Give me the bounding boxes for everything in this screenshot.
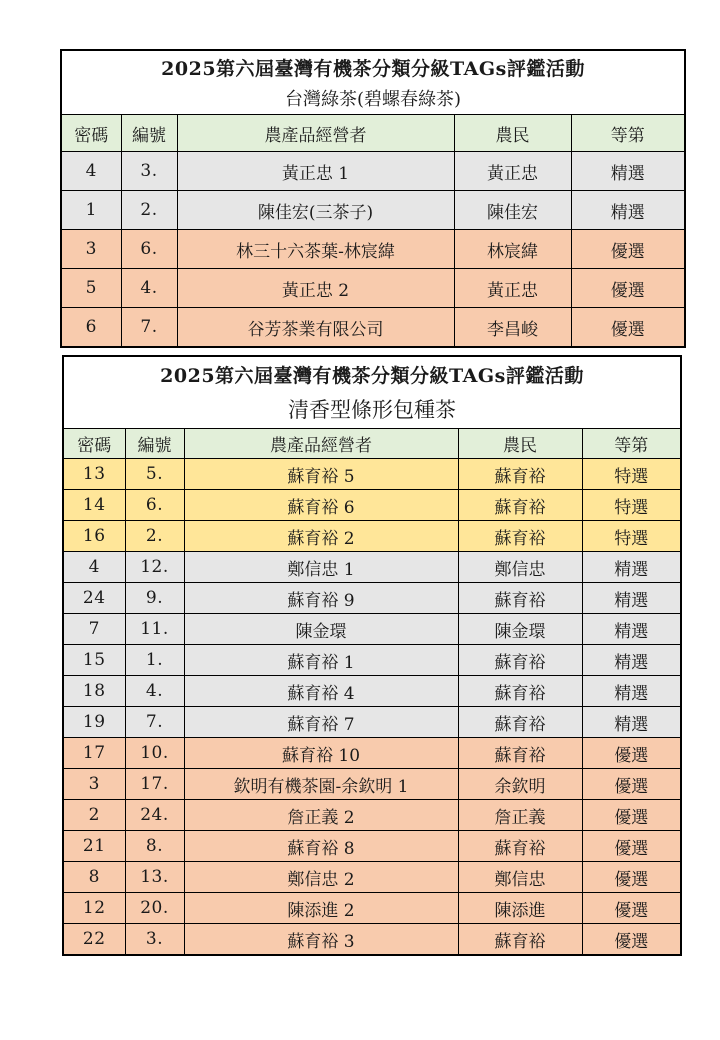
table-row	[64, 831, 680, 862]
cell-number: 11.	[125, 614, 184, 645]
cell-code: 15	[64, 645, 125, 676]
cell-code: 24	[64, 583, 125, 614]
header-farmer: 農民	[454, 115, 571, 152]
table-row	[64, 800, 680, 831]
cell-number: 3.	[121, 152, 177, 191]
cell-farmer: 蘇育裕	[458, 676, 582, 707]
cell-operator: 陳金環	[184, 614, 458, 645]
cell-operator: 鄭信忠 1	[184, 552, 458, 583]
table-title: 2025第六屆臺灣有機茶分類分級TAGs評鑑活動	[161, 58, 585, 80]
cell-grade: 精選	[582, 676, 680, 707]
cell-code: 5	[62, 269, 121, 308]
header-farmer: 農民	[458, 429, 582, 459]
cell-farmer: 蘇育裕	[458, 707, 582, 738]
cell-grade: 精選	[582, 552, 680, 583]
cell-code: 6	[62, 308, 121, 347]
cell-number: 5.	[125, 459, 184, 490]
table-row	[64, 459, 680, 490]
table-row	[64, 738, 680, 769]
table-title-box	[62, 51, 684, 115]
cell-grade: 精選	[582, 707, 680, 738]
cell-code: 12	[64, 893, 125, 924]
cell-number: 7.	[125, 707, 184, 738]
cell-number: 1.	[125, 645, 184, 676]
cell-farmer: 蘇育裕	[458, 924, 582, 955]
header-number: 編號	[125, 429, 184, 459]
cell-code: 19	[64, 707, 125, 738]
cell-farmer: 蘇育裕	[458, 459, 582, 490]
table-row	[62, 230, 684, 269]
header-grade: 等第	[571, 115, 684, 152]
cell-farmer: 蘇育裕	[458, 645, 582, 676]
cell-number: 20.	[125, 893, 184, 924]
cell-operator: 蘇育裕 1	[184, 645, 458, 676]
table-subtitle: 清香型條形包種茶	[288, 398, 456, 422]
cell-grade: 優選	[582, 831, 680, 862]
cell-farmer: 李昌峻	[454, 308, 571, 347]
header-operator: 農產品經營者	[184, 429, 458, 459]
cell-farmer: 余欽明	[458, 769, 582, 800]
cell-code: 17	[64, 738, 125, 769]
results-table-green-tea	[60, 49, 686, 348]
cell-farmer: 蘇育裕	[458, 490, 582, 521]
cell-operator: 欽明有機茶園-余欽明 1	[184, 769, 458, 800]
table-title-box	[64, 357, 680, 429]
cell-operator: 蘇育裕 8	[184, 831, 458, 862]
table-row	[64, 676, 680, 707]
cell-code: 2	[64, 800, 125, 831]
header-number: 編號	[121, 115, 177, 152]
cell-operator: 蘇育裕 3	[184, 924, 458, 955]
cell-operator: 蘇育裕 6	[184, 490, 458, 521]
cell-grade: 優選	[582, 924, 680, 955]
cell-code: 16	[64, 521, 125, 552]
cell-number: 2.	[125, 521, 184, 552]
cell-grade: 精選	[582, 645, 680, 676]
header-grade: 等第	[582, 429, 680, 459]
cell-code: 8	[64, 862, 125, 893]
cell-grade: 特選	[582, 521, 680, 552]
table-row	[64, 893, 680, 924]
cell-code: 7	[64, 614, 125, 645]
cell-operator: 黃正忠 1	[177, 152, 454, 191]
cell-operator: 蘇育裕 5	[184, 459, 458, 490]
cell-number: 6.	[125, 490, 184, 521]
cell-grade: 精選	[571, 152, 684, 191]
cell-grade: 精選	[571, 191, 684, 230]
table-row	[64, 521, 680, 552]
table-row	[64, 862, 680, 893]
cell-operator: 蘇育裕 10	[184, 738, 458, 769]
cell-grade: 優選	[582, 862, 680, 893]
cell-farmer: 陳佳宏	[454, 191, 571, 230]
table-row	[64, 490, 680, 521]
table-row	[64, 707, 680, 738]
table-row	[64, 769, 680, 800]
cell-code: 1	[62, 191, 121, 230]
cell-number: 3.	[125, 924, 184, 955]
cell-operator: 鄭信忠 2	[184, 862, 458, 893]
table-row	[62, 152, 684, 191]
cell-operator: 林三十六茶葉-林宸緯	[177, 230, 454, 269]
cell-grade: 優選	[571, 269, 684, 308]
cell-operator: 蘇育裕 9	[184, 583, 458, 614]
cell-grade: 特選	[582, 459, 680, 490]
cell-farmer: 詹正義	[458, 800, 582, 831]
cell-grade: 優選	[582, 738, 680, 769]
cell-operator: 陳佳宏(三茶子)	[177, 191, 454, 230]
table-row	[64, 552, 680, 583]
cell-operator: 黃正忠 2	[177, 269, 454, 308]
table-subtitle: 台灣綠茶(碧螺春綠茶)	[284, 89, 462, 110]
cell-operator: 谷芳茶業有限公司	[177, 308, 454, 347]
header-code: 密碼	[62, 115, 121, 152]
cell-number: 7.	[121, 308, 177, 347]
table-row	[64, 645, 680, 676]
cell-grade: 優選	[571, 230, 684, 269]
cell-operator: 蘇育裕 7	[184, 707, 458, 738]
cell-number: 4.	[121, 269, 177, 308]
cell-grade: 優選	[571, 308, 684, 347]
cell-code: 13	[64, 459, 125, 490]
cell-grade: 優選	[582, 893, 680, 924]
cell-operator: 詹正義 2	[184, 800, 458, 831]
cell-code: 21	[64, 831, 125, 862]
cell-code: 22	[64, 924, 125, 955]
header-code: 密碼	[64, 429, 125, 459]
header-row	[64, 429, 680, 459]
cell-farmer: 林宸緯	[454, 230, 571, 269]
cell-farmer: 蘇育裕	[458, 521, 582, 552]
cell-code: 4	[64, 552, 125, 583]
cell-farmer: 陳添進	[458, 893, 582, 924]
cell-farmer: 蘇育裕	[458, 583, 582, 614]
cell-farmer: 陳金環	[458, 614, 582, 645]
table-title: 2025第六屆臺灣有機茶分類分級TAGs評鑑活動	[160, 365, 584, 387]
cell-operator: 蘇育裕 4	[184, 676, 458, 707]
results-table-pouchong-tea	[62, 355, 682, 956]
cell-number: 24.	[125, 800, 184, 831]
cell-farmer: 鄭信忠	[458, 862, 582, 893]
cell-number: 4.	[125, 676, 184, 707]
cell-number: 10.	[125, 738, 184, 769]
cell-operator: 陳添進 2	[184, 893, 458, 924]
cell-farmer: 蘇育裕	[458, 738, 582, 769]
cell-number: 12.	[125, 552, 184, 583]
table-row	[64, 924, 680, 955]
cell-grade: 精選	[582, 614, 680, 645]
cell-farmer: 鄭信忠	[458, 552, 582, 583]
table-row	[64, 583, 680, 614]
grading-table	[64, 429, 680, 954]
cell-farmer: 蘇育裕	[458, 831, 582, 862]
table-row	[62, 191, 684, 230]
cell-code: 3	[62, 230, 121, 269]
cell-number: 9.	[125, 583, 184, 614]
cell-grade: 精選	[582, 583, 680, 614]
cell-code: 3	[64, 769, 125, 800]
table-row	[64, 614, 680, 645]
header-operator: 農產品經營者	[177, 115, 454, 152]
cell-farmer: 黃正忠	[454, 269, 571, 308]
cell-number: 17.	[125, 769, 184, 800]
header-row	[62, 115, 684, 152]
cell-grade: 優選	[582, 769, 680, 800]
cell-number: 8.	[125, 831, 184, 862]
cell-number: 2.	[121, 191, 177, 230]
grading-table	[62, 115, 684, 346]
cell-code: 4	[62, 152, 121, 191]
table-row	[62, 308, 684, 347]
table-row	[62, 269, 684, 308]
cell-number: 13.	[125, 862, 184, 893]
cell-operator: 蘇育裕 2	[184, 521, 458, 552]
cell-code: 18	[64, 676, 125, 707]
cell-code: 14	[64, 490, 125, 521]
cell-grade: 特選	[582, 490, 680, 521]
cell-grade: 優選	[582, 800, 680, 831]
cell-number: 6.	[121, 230, 177, 269]
cell-farmer: 黃正忠	[454, 152, 571, 191]
